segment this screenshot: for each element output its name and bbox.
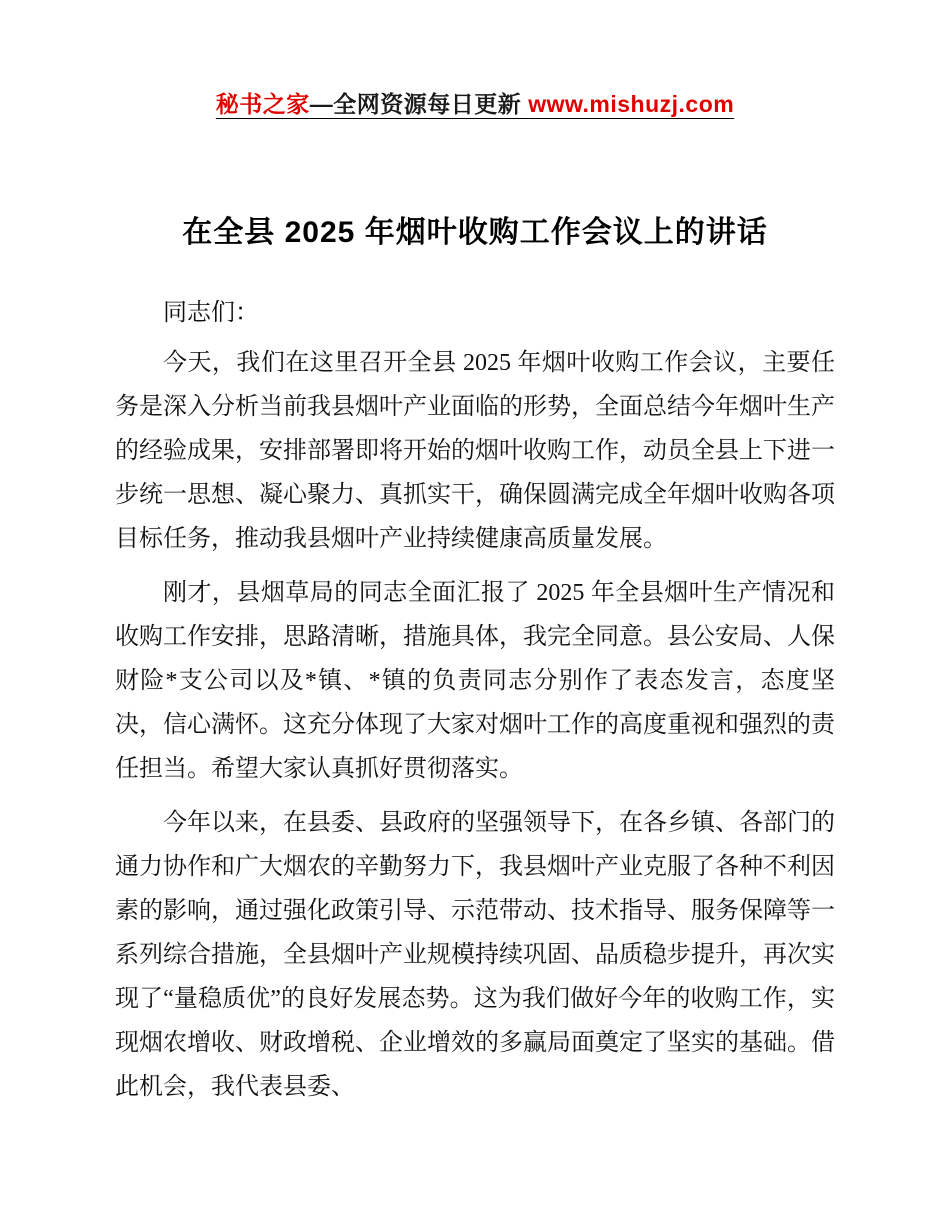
salutation: 同志们： bbox=[163, 300, 259, 326]
site-tagline: —全网资源每日更新 bbox=[309, 91, 529, 117]
document-body bbox=[115, 291, 835, 1109]
site-url-link[interactable]: www.mishuzj.com bbox=[528, 91, 735, 117]
site-banner bbox=[0, 86, 950, 119]
document-title: 在全县 2025 年烟叶收购工作会议上的讲话 bbox=[182, 216, 768, 249]
paragraph-1: 今天，我们在这里召开全县 2025 年烟叶收购工作会议，主要任务是深入分析当前我县烟叶产业面临的形势，全面总结今年烟叶生产的经验成果，安排部署即将开始的烟叶收购工作，动员全县上下进一步统一思想、凝心聚力、真抓实干，确保圆满完成全年烟叶收购各项目标任务，推动我县烟叶产业持续健康高质量发展。 bbox=[115, 350, 835, 552]
paragraph-2: 刚才，县烟草局的同志全面汇报了 2025 年全县烟叶生产情况和收购工作安排，思路清晰，措施具体，我完全同意。县公安局、人保财险*支公司以及*镇、*镇的负责同志分别作了表态发言，态度坚决，信心满怀。这充分体现了大家对烟叶工作的高度重视和强烈的责任担当。希望大家认真抓好贯彻落实。 bbox=[115, 580, 835, 782]
paragraph-3: 今年以来，在县委、县政府的坚强领导下，在各乡镇、各部门的通力协作和广大烟农的辛勤努力下，我县烟叶产业克服了各种不利因素的影响，通过强化政策引导、示范带动、技术指导、服务保障等一系列综合措施，全县烟叶产业规模持续巩固、品质稳步提升，再次实现了“量稳质优”的良好发展态势。这为我们做好今年的收购工作，实现烟农增收、财政增税、企业增效的多赢局面奠定了坚实的基础。借此机会，我代表县委、 bbox=[115, 810, 835, 1100]
site-name: 秘书之家 bbox=[215, 91, 310, 117]
